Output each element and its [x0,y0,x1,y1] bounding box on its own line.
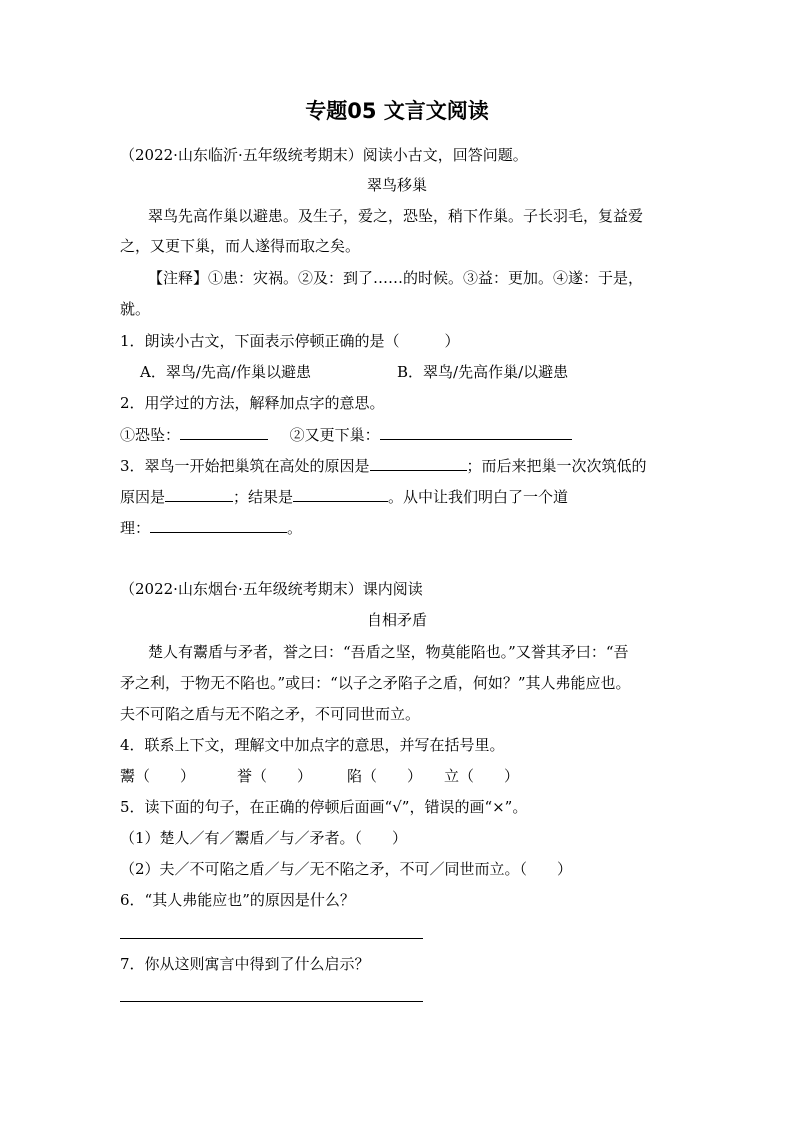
q5-item-2[interactable]: （2）夫／不可陷之盾／与／无不陷之矛，不可／同世而立。（ ） [120,860,573,878]
section1-heading: 翠鸟移巢 [366,176,427,194]
q4-answer-row [120,766,519,786]
q2-b-label: ②又更下巢： [289,426,380,444]
q3-blank-3[interactable] [293,486,388,502]
q1-option-a[interactable]: A．翠鸟/先高/作巢以避患 [140,363,311,381]
question-2: 2．用学过的方法，解释加点字的意思。 [120,394,385,412]
q3-text: 原因是 [120,488,166,506]
q3-blank-1[interactable] [370,455,467,471]
question-3-line2 [120,486,568,507]
q3-text: 。 [287,519,303,537]
section1-note-line2: 就。 [120,300,151,318]
q3-blank-2[interactable] [165,486,233,502]
section1-text-line2: 之，又更下巢，而人遂得而取之矣。 [120,237,361,255]
question-6: 6．“其人弗能应也”的原因是什么？ [120,891,355,909]
q2-b-blank[interactable] [380,424,572,440]
section1-note-line1: 【注释】①患：灾祸。②及：到了……的时候。③益：更加。④遂：于是， [148,269,644,287]
q2-a-blank[interactable] [180,424,268,440]
q5-item-1[interactable]: （1）楚人／有／鬻盾／与／矛者。（ ） [120,829,408,847]
q3-text: 。从中让我们明白了一个道 [388,488,569,506]
q4-word-2[interactable]: 誉（ ） [237,767,313,785]
page-title: 专题05 文言文阅读 [305,99,489,123]
question-7: 7．你从这则寓言中得到了什么启示？ [120,955,370,973]
section2-text-line3: 夫不可陷之盾与无不陷之矛，不可同世而立。 [120,705,421,723]
question-5: 5．读下面的句子，在正确的停顿后面画“√”，错误的画“×”。 [120,798,528,816]
question-3-line3 [120,517,302,538]
q3-text: 3．翠鸟一开始把巢筑在高处的原因是 [120,457,370,475]
q3-text: ；结果是 [233,488,294,506]
q3-blank-4[interactable] [150,517,287,533]
q7-answer-line[interactable] [120,1001,423,1002]
section1-text-line1: 翠鸟先高作巢以避患。及生子，爱之，恐坠，稍下作巢。子长羽毛，复益爱 [148,207,644,225]
q2-answer-row [120,424,572,445]
section2-heading: 自相矛盾 [366,611,427,629]
q3-text: 理： [120,519,151,537]
section1-source: （2022·山东临沂·五年级统考期末）阅读小古文，回答问题。 [120,146,528,164]
question-3-line1 [120,455,647,476]
question-4: 4．联系上下文，理解文中加点字的意思，并写在括号里。 [120,736,505,754]
q1-option-b[interactable]: B．翠鸟/先高作巢/以避患 [397,363,569,381]
q4-word-3[interactable]: 陷（ ） [347,767,423,785]
q4-word-4[interactable]: 立（ ） [444,767,520,785]
section2-text-line2: 矛之利，于物无不陷也。”或曰：“以子之矛陷子之盾，何如？”其人弗能应也。 [120,674,631,692]
q4-word-1[interactable]: 鬻（ ） [120,767,196,785]
section2-text-line1: 楚人有鬻盾与矛者，誉之曰：“吾盾之坚，物莫能陷也。”又誉其矛曰：“吾 [148,643,629,661]
question-1: 1．朗读小古文，下面表示停顿正确的是（ ） [120,332,460,350]
q6-answer-line[interactable] [120,938,423,939]
q3-text: ；而后来把巢一次次筑低的 [466,457,647,475]
section2-source: （2022·山东烟台·五年级统考期末）课内阅读 [120,580,423,598]
q2-a-label: ①恐坠： [120,426,181,444]
